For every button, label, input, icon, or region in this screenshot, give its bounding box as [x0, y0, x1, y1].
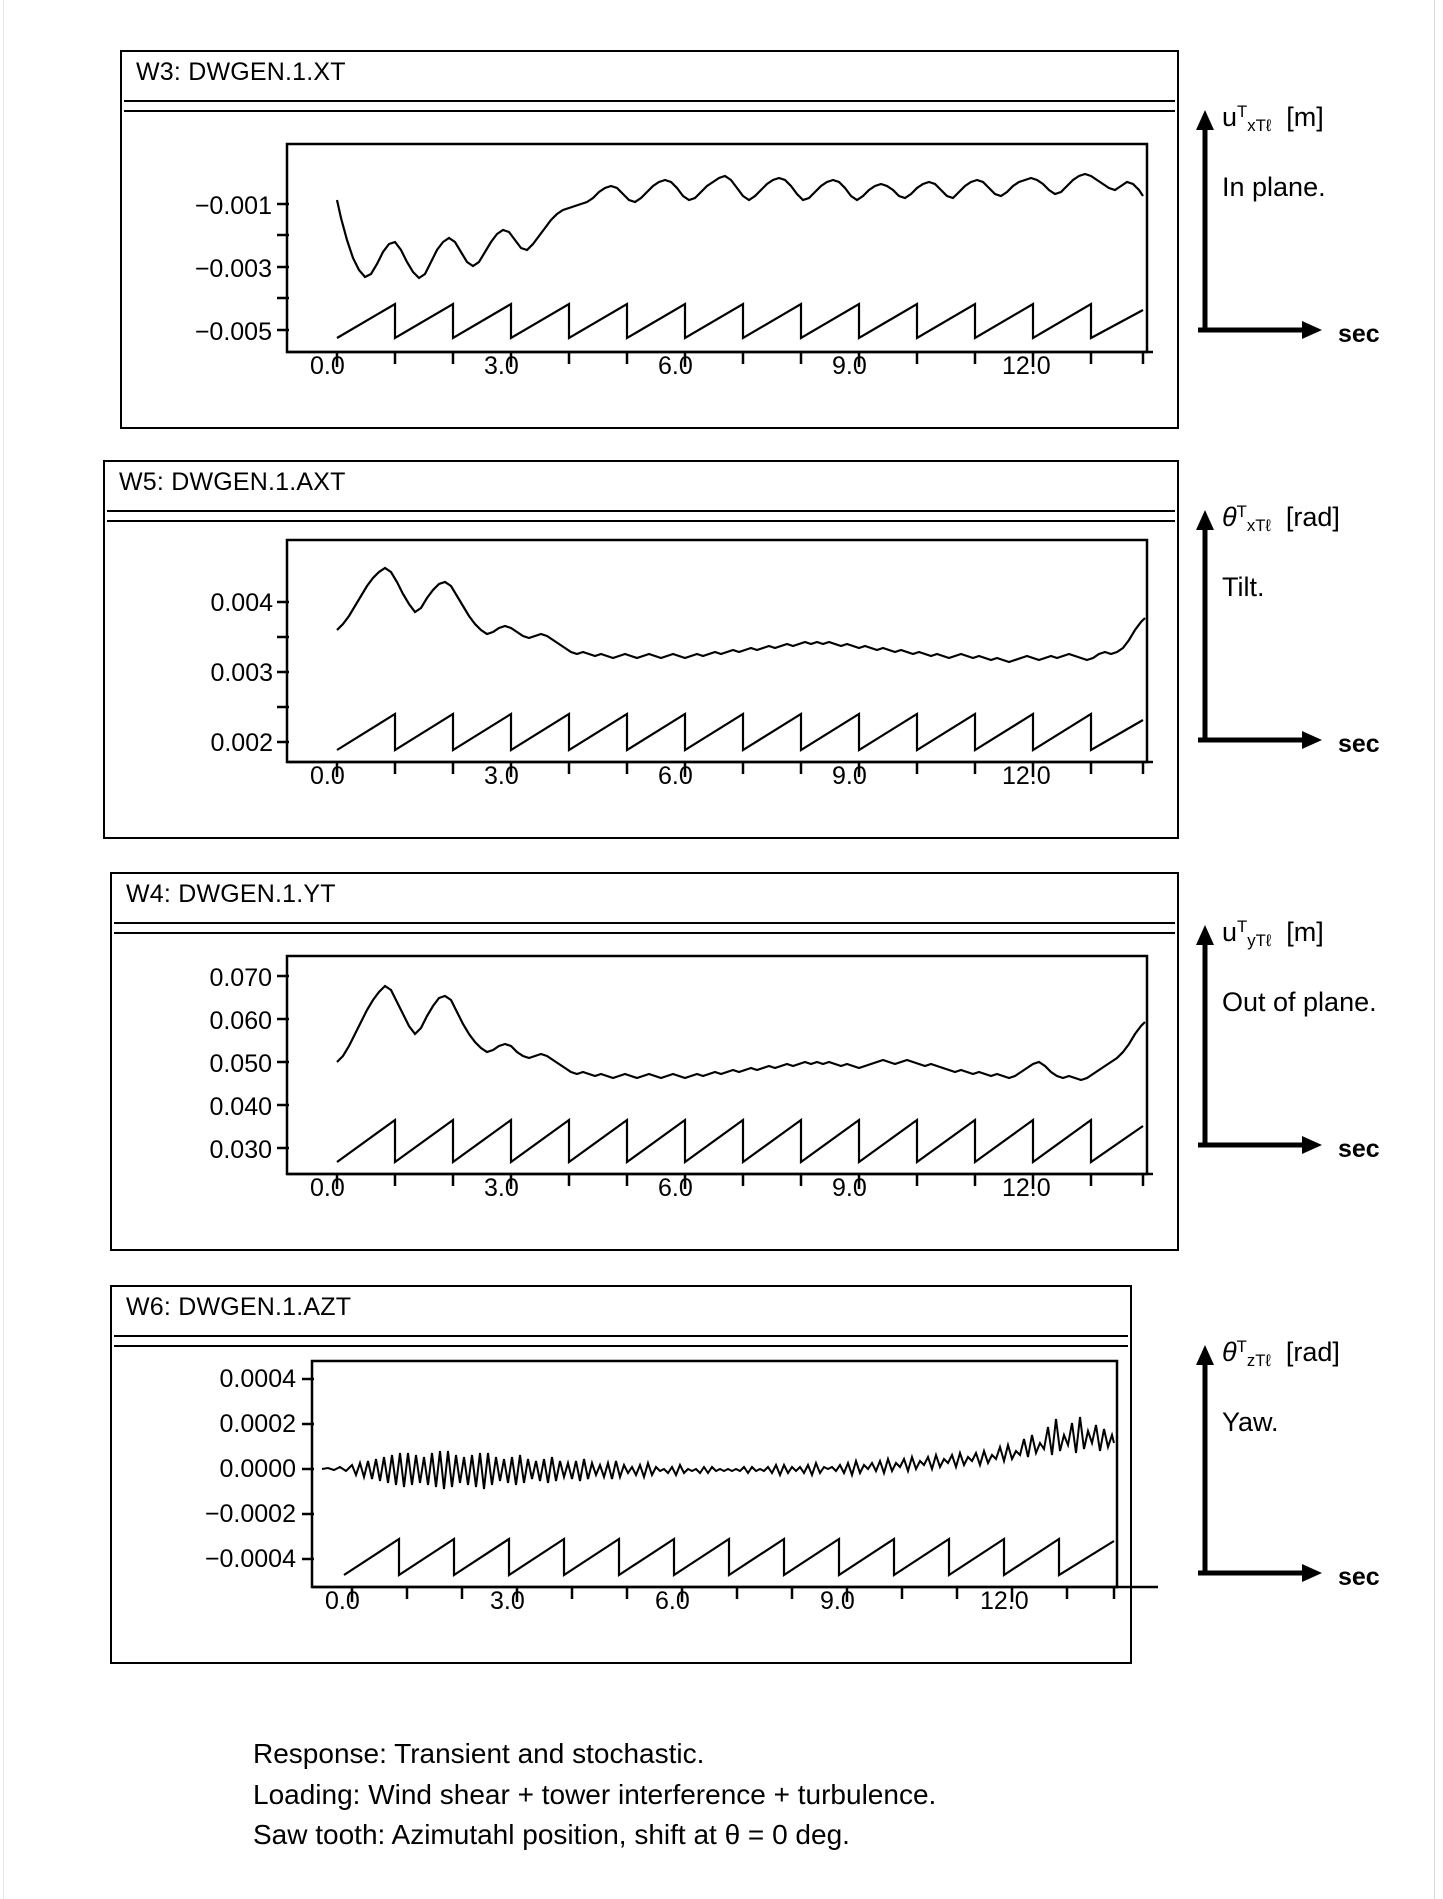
- vertical-axis-arrow: [1190, 510, 1230, 750]
- x-tick-label: 0.0: [310, 1174, 345, 1202]
- caption-line-sawtooth: Saw tooth: Azimutahl position, shift at θ = 0 deg.: [253, 1819, 850, 1851]
- panel-title-w3: W3: DWGEN.1.XT: [136, 58, 346, 86]
- x-axis-unit-w3: sec: [1338, 320, 1380, 348]
- caption-line-response: Response: Transient and stochastic.: [253, 1738, 705, 1769]
- plot-area-w4: [277, 914, 1157, 1214]
- axis-unit-label-w3: [1222, 102, 1324, 136]
- x-tick-label: 12.0: [1002, 352, 1051, 380]
- panel-title-w5: W5: DWGEN.1.AXT: [119, 468, 346, 496]
- y-tick-label: −0.0004: [204, 1545, 296, 1573]
- x-tick-label: 0.0: [310, 352, 345, 380]
- axis-description-w6: Yaw.: [1222, 1407, 1279, 1437]
- y-tick-label: 0.070: [209, 964, 272, 992]
- y-tick-label: 0.040: [209, 1093, 272, 1121]
- y-tick-label: 0.003: [210, 659, 273, 687]
- x-tick-label: 6.0: [658, 1174, 693, 1202]
- axis-description-w3: In plane.: [1222, 172, 1326, 202]
- unit-superscript: T: [1236, 1337, 1247, 1356]
- axis-unit-label-w6: [1222, 1337, 1340, 1371]
- horizontal-axis-arrow: [1198, 1556, 1328, 1596]
- unit-superscript: T: [1237, 102, 1248, 121]
- x-axis-unit-w5: sec: [1338, 730, 1380, 758]
- unit-superscript: T: [1236, 502, 1247, 521]
- chart-panel-w5: [103, 460, 1179, 839]
- x-tick-label: 3.0: [484, 352, 519, 380]
- y-tick-label: 0.050: [209, 1050, 272, 1078]
- unit-subscript: zTℓ: [1246, 1351, 1271, 1371]
- caption-line-loading: Loading: Wind shear + tower interference + turbulence.: [253, 1778, 937, 1810]
- y-tick-label: 0.0002: [219, 1410, 296, 1438]
- axis-unit-label-w5: [1222, 502, 1340, 536]
- axis-legend-w6: [1190, 1337, 1440, 1635]
- axis-legend-w4: [1190, 917, 1440, 1215]
- plot-area-w5: [277, 502, 1157, 802]
- unit-symbol: u: [1222, 917, 1238, 948]
- horizontal-axis-arrow: [1198, 313, 1328, 353]
- x-tick-label: 9.0: [832, 762, 867, 790]
- x-tick-label: 12.0: [1002, 762, 1051, 790]
- unit-superscript: T: [1237, 917, 1248, 936]
- y-tick-label: −0.001: [194, 192, 272, 220]
- axis-description-w4: Out of plane.: [1222, 987, 1377, 1017]
- unit-bracket: [m]: [1286, 917, 1324, 948]
- unit-subscript: xTℓ: [1246, 516, 1271, 536]
- chart-panel-w4: [110, 872, 1179, 1251]
- vertical-axis-arrow: [1190, 110, 1230, 340]
- x-tick-label: 9.0: [832, 1174, 867, 1202]
- axis-unit-label-w4: [1222, 917, 1324, 951]
- unit-subscript: yTℓ: [1247, 931, 1272, 951]
- chart-panel-w6: [110, 1285, 1132, 1664]
- x-tick-label: 0.0: [325, 1587, 360, 1615]
- axis-legend-w5: [1190, 502, 1440, 800]
- unit-bracket: [rad]: [1285, 502, 1340, 533]
- page-edge-line-left: [3, 0, 4, 1899]
- panel-title-w4: W4: DWGEN.1.YT: [126, 880, 336, 908]
- y-tick-label: 0.002: [210, 729, 273, 757]
- y-tick-label: −0.003: [194, 255, 272, 283]
- horizontal-axis-arrow: [1198, 723, 1328, 763]
- plot-area-w6: [302, 1327, 1162, 1627]
- y-tick-label: 0.030: [209, 1136, 272, 1164]
- y-tick-label: 0.0000: [219, 1455, 296, 1483]
- x-tick-label: 6.0: [658, 352, 693, 380]
- vertical-axis-arrow: [1190, 925, 1230, 1155]
- x-axis-unit-w4: sec: [1338, 1135, 1380, 1163]
- x-tick-label: 12.0: [1002, 1174, 1051, 1202]
- unit-bracket: [rad]: [1285, 1337, 1340, 1368]
- unit-bracket: [m]: [1286, 102, 1324, 133]
- x-tick-label: 12.0: [980, 1587, 1029, 1615]
- x-axis-unit-w6: sec: [1338, 1563, 1380, 1591]
- y-tick-label: 0.004: [210, 589, 273, 617]
- y-tick-label: −0.005: [194, 318, 272, 346]
- unit-subscript: xTℓ: [1247, 116, 1272, 136]
- plot-area-w3: [277, 92, 1157, 392]
- x-tick-label: 6.0: [658, 762, 693, 790]
- axis-description-w5: Tilt.: [1222, 572, 1265, 602]
- y-tick-label: −0.0002: [204, 1500, 296, 1528]
- figure-caption: [253, 1735, 936, 1857]
- unit-symbol: u: [1222, 102, 1238, 133]
- x-tick-label: 6.0: [655, 1587, 690, 1615]
- unit-symbol: θ: [1222, 1337, 1237, 1368]
- x-tick-label: 3.0: [490, 1587, 525, 1615]
- axis-legend-w3: [1190, 102, 1440, 400]
- x-tick-label: 0.0: [310, 762, 345, 790]
- x-tick-label: 9.0: [820, 1587, 855, 1615]
- panel-title-w6: W6: DWGEN.1.AZT: [126, 1293, 352, 1321]
- vertical-axis-arrow: [1190, 1345, 1230, 1585]
- y-tick-label: 0.060: [209, 1007, 272, 1035]
- horizontal-axis-arrow: [1198, 1128, 1328, 1168]
- y-tick-label: 0.0004: [219, 1365, 296, 1393]
- x-tick-label: 3.0: [484, 762, 519, 790]
- x-tick-label: 9.0: [832, 352, 867, 380]
- x-tick-label: 3.0: [484, 1174, 519, 1202]
- chart-panel-w3: [120, 50, 1179, 429]
- unit-symbol: θ: [1222, 502, 1237, 533]
